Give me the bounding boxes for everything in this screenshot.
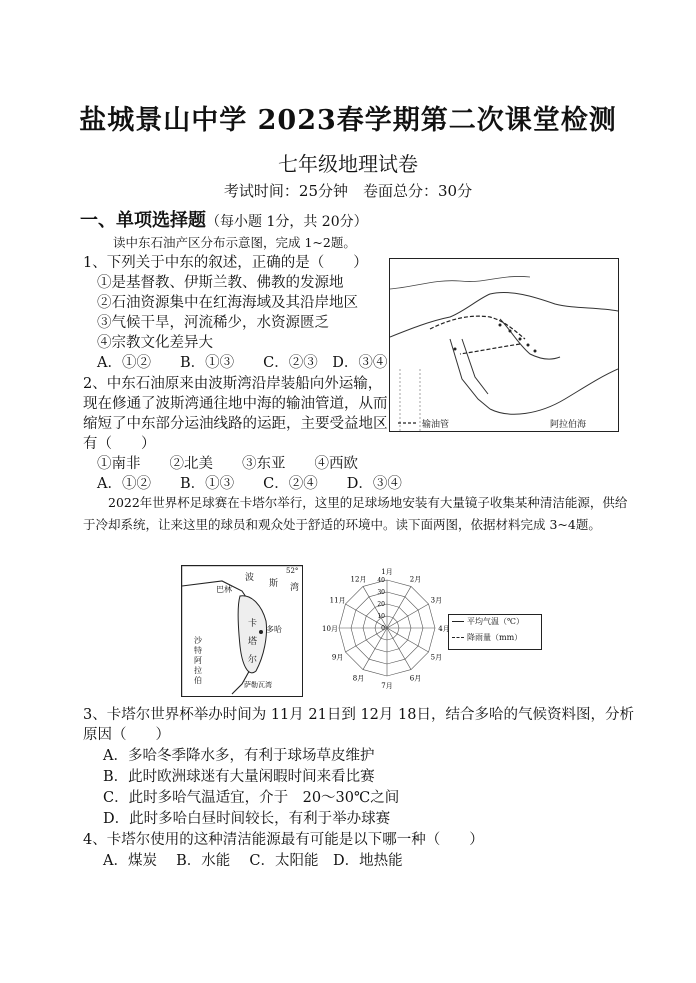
island-label: 巴林 — [216, 585, 232, 594]
climate-radar-svg — [322, 564, 452, 690]
q2-line: 缩短了中东部分运油线路的运距，主要受益地区 — [83, 416, 388, 432]
q4-choices: A．煤炭 B．水能 C．太阳能 D．地热能 — [103, 853, 403, 869]
sea-label: 斯 — [269, 579, 279, 589]
gulf-label: 萨勒瓦湾 — [244, 681, 272, 689]
q2-line: 2、中东石油原来由波斯湾沿岸装船向外运输， — [83, 376, 383, 392]
q2-choices: A．①② B．①③ C．②④ D．③④ — [97, 476, 402, 492]
legend-temperature: 平均气温（℃） — [467, 617, 524, 626]
section-heading — [80, 206, 368, 232]
qatar-map — [181, 565, 303, 697]
q3-line: 原因（ ） — [83, 727, 170, 743]
legend-precipitation: 降雨量（mm） — [467, 633, 523, 642]
exam-title: 盐城景山中学 2023春学期第二次课堂检测 — [79, 105, 617, 136]
month-tick-label: 4月 — [438, 625, 450, 633]
q1-option: ①是基督教、伊斯兰教、佛教的发源地 — [97, 275, 344, 291]
longitude-label: 52° — [286, 567, 299, 575]
q4-stem: 4、卡塔尔使用的这种清洁能源最有可能是以下哪一种（ ） — [83, 832, 484, 848]
label-arabian-sea: 阿拉伯海 — [550, 420, 587, 430]
temp-legend-icon — [452, 621, 464, 622]
month-tick-label: 8月 — [352, 674, 365, 683]
month-tick-label: 5月 — [430, 653, 443, 662]
country-label: 沙特阿拉伯 — [194, 636, 202, 685]
month-tick-label: 12月 — [350, 575, 367, 584]
sea-label: 湾 — [290, 583, 300, 593]
q3-option: C．此时多哈气温适宜，介于 20～30℃之间 — [103, 790, 400, 806]
legend-pipeline: 输油管 — [422, 420, 450, 430]
axis-tick-label: 10 — [377, 613, 385, 620]
precip-legend-icon — [452, 637, 464, 638]
month-tick-label: 6月 — [409, 674, 422, 683]
exam-subtitle: 七年级地理试卷 — [278, 152, 418, 176]
passage-text: 2022年世界杯足球赛在卡塔尔举行，这里的足球场地安装有大量镜子收集某种清洁能源，供给于冷却系统，让来这里的球员和观众处于舒适的环境中。读下面两图，依据材料完成 3~4题。 — [83, 495, 628, 532]
section-title: 一、单项选择题 — [80, 210, 206, 231]
q2-line: 有（ ） — [83, 436, 156, 452]
middle-east-oil-map — [389, 258, 619, 432]
middle-east-map-drawing — [390, 259, 618, 431]
country-label: 塔 — [248, 637, 258, 647]
q1-option: ④宗教文化差异大 — [97, 335, 213, 351]
country-label: 尔 — [248, 655, 258, 665]
q3-option: B．此时欧洲球迷有大量闲暇时间来看比赛 — [103, 769, 375, 785]
section-note: （每小题 1分，共 20分） — [206, 214, 368, 230]
axis-tick-label: 40 — [377, 577, 385, 584]
section-instruction: 读中东石油产区分布示意图，完成 1~2题。 — [113, 235, 356, 250]
q1-option: ②石油资源集中在红海海域及其沿岸地区 — [97, 295, 358, 311]
doha-city-icon — [259, 630, 263, 634]
q3-line: 3、卡塔尔世界杯举办时间为 11月 21日到 12月 18日，结合多哈的气候资料图，分析 — [83, 707, 634, 723]
month-tick-label: 7月 — [381, 682, 393, 690]
q2-regions: ①南非 ②北美 ③东亚 ④西欧 — [97, 456, 358, 472]
month-tick-label: 11月 — [329, 596, 346, 605]
axis-tick-label: 0 — [381, 625, 385, 632]
doha-climate-chart — [322, 564, 542, 690]
q3-option: D．此时多哈白昼时间较长，有利于举办球赛 — [103, 811, 391, 827]
month-tick-label: 9月 — [331, 653, 344, 662]
q1-option: ③气候干旱，河流稀少，水资源匮乏 — [97, 315, 329, 331]
exam-meta: 考试时间：25分钟 卷面总分：30分 — [223, 182, 473, 200]
city-label: 多哈 — [266, 625, 282, 634]
month-tick-label: 3月 — [430, 596, 443, 605]
sea-label: 波 — [245, 573, 255, 583]
axis-tick-label: 20 — [377, 601, 385, 608]
q3-option: A．多哈冬季降水多，有利于球场草皮维护 — [103, 748, 375, 764]
q1-choices: A．①② B．①③ C．②③ D．③④ — [97, 355, 388, 371]
q2-line: 现在修通了波斯湾通往地中海的输油管道，从而 — [83, 396, 388, 412]
country-label: 卡 — [248, 619, 258, 629]
q1-stem: 1、下列关于中东的叙述，正确的是（ ） — [83, 255, 368, 271]
month-tick-label: 1月 — [381, 568, 393, 576]
month-tick-label: 10月 — [322, 625, 338, 633]
axis-tick-label: 30 — [377, 589, 385, 596]
month-tick-label: 2月 — [409, 575, 422, 584]
climate-legend — [448, 614, 542, 650]
